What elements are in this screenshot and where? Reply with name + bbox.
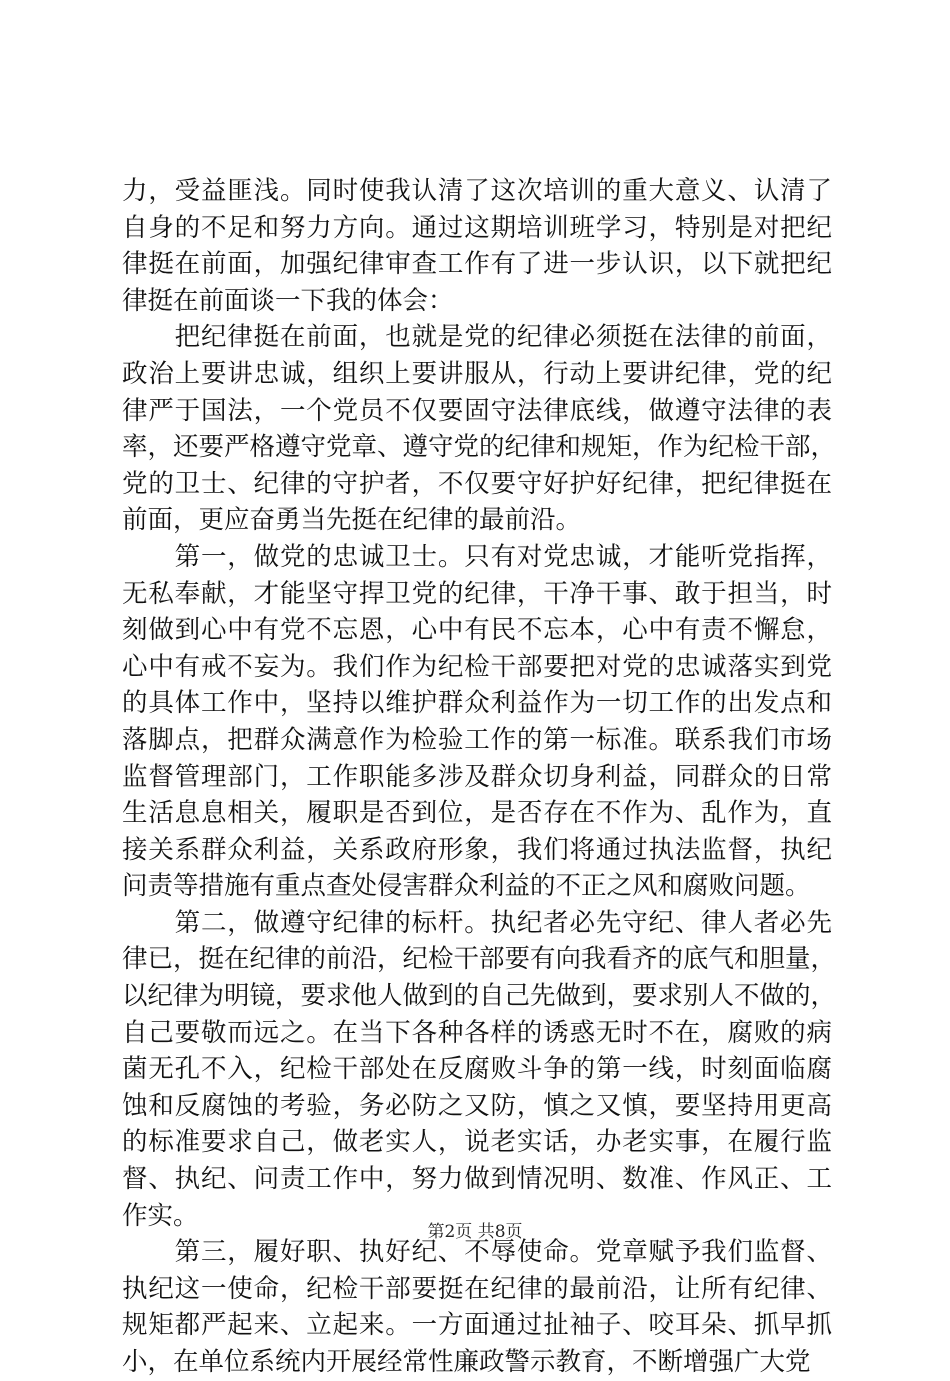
text-line: 心中有戒不妄为。我们作为纪检干部要把对党的忠诚落实到党	[122, 651, 832, 682]
text-line: 自身的不足和努力方向。通过这期培训班学习，特别是对把纪	[122, 212, 832, 243]
text-line: 刻做到心中有党不忘恩，心中有民不忘本，心中有责不懈怠，	[122, 615, 832, 646]
text-line: 把纪律挺在前面，也就是党的纪律必须挺在法律的前面，	[122, 322, 832, 353]
text-line: 接关系群众利益，关系政府形象，我们将通过执法监督，执纪	[122, 834, 832, 865]
text-line: 律挺在前面，加强纪律审查工作有了进一步认识，以下就把纪	[122, 249, 832, 280]
text-line: 律严于国法，一个党员不仅要固守法律底线，做遵守法律的表	[122, 395, 832, 426]
text-line: 党的卫士、纪律的守护者，不仅要守好护好纪律，把纪律挺在	[122, 468, 832, 499]
text-line: 政治上要讲忠诚，组织上要讲服从，行动上要讲纪律，党的纪	[122, 358, 832, 389]
text-line: 以纪律为明镜，要求他人做到的自己先做到，要求别人不做的，	[122, 981, 837, 1012]
text-line: 蚀和反腐蚀的考验，务必防之又防，慎之又慎，要坚持用更高	[122, 1090, 832, 1121]
text-line: 律挺在前面谈一下我的体会：	[122, 285, 454, 316]
text-line: 问责等措施有重点查处侵害群众利益的不正之风和腐败问题。	[122, 871, 811, 902]
document-body	[122, 173, 837, 1381]
text-line: 第一，做党的忠诚卫士。只有对党忠诚，才能听党指挥，	[122, 541, 832, 572]
paragraph	[122, 539, 832, 905]
text-line: 作实。	[122, 1200, 199, 1231]
text-line: 执纪这一使命，纪检干部要挺在纪律的最前沿，让所有纪律、	[122, 1273, 832, 1304]
text-line: 前面，更应奋勇当先挺在纪律的最前沿。	[122, 505, 582, 536]
paragraph	[122, 173, 832, 319]
text-line: 的标准要求自己，做老实人，说老实话，办老实事，在履行监	[122, 1127, 832, 1158]
text-line: 力，受益匪浅。同时使我认清了这次培训的重大意义、认清了	[122, 176, 832, 206]
text-line: 规矩都严起来、立起来。一方面通过扯袖子、咬耳朵、抓早抓	[122, 1310, 832, 1341]
page-footer: 第2页 共8页	[427, 1222, 523, 1242]
text-line: 落脚点，把群众满意作为检验工作的第一标准。联系我们市场	[122, 724, 832, 755]
text-line: 律已，挺在纪律的前沿，纪检干部要有向我看齐的底气和胆量，	[122, 944, 837, 975]
text-line: 第二，做遵守纪律的标杆。执纪者必先守纪、律人者必先	[122, 907, 832, 938]
paragraph	[122, 319, 837, 539]
paragraph	[122, 905, 837, 1234]
text-line: 督、执纪、问责工作中，努力做到情况明、数准、作风正、工	[122, 1164, 832, 1195]
text-line: 第三，履好职、执好纪、不辱使命。党章赋予我们监督、	[122, 1237, 832, 1268]
text-line: 自己要敬而远之。在当下各种各样的诱惑无时不在，腐败的病	[122, 1017, 832, 1048]
text-line: 的具体工作中，坚持以维护群众利益作为一切工作的出发点和	[122, 688, 832, 719]
text-line: 生活息息相关，履职是否到位，是否存在不作为、乱作为，直	[122, 798, 832, 829]
text-line: 监督管理部门，工作职能多涉及群众切身利益，同群众的日常	[122, 761, 832, 792]
text-line: 无私奉献，才能坚守捍卫党的纪律，干净干事、敢于担当，时	[122, 578, 832, 609]
text-line: 菌无孔不入，纪检干部处在反腐败斗争的第一线，时刻面临腐	[122, 1054, 832, 1085]
text-line: 率，还要严格遵守党章、遵守党的纪律和规矩，作为纪检干部，	[122, 432, 837, 463]
paragraph	[122, 1234, 832, 1380]
text-line: 小，在单位系统内开展经常性廉政警示教育，不断增强广大党	[122, 1347, 811, 1377]
